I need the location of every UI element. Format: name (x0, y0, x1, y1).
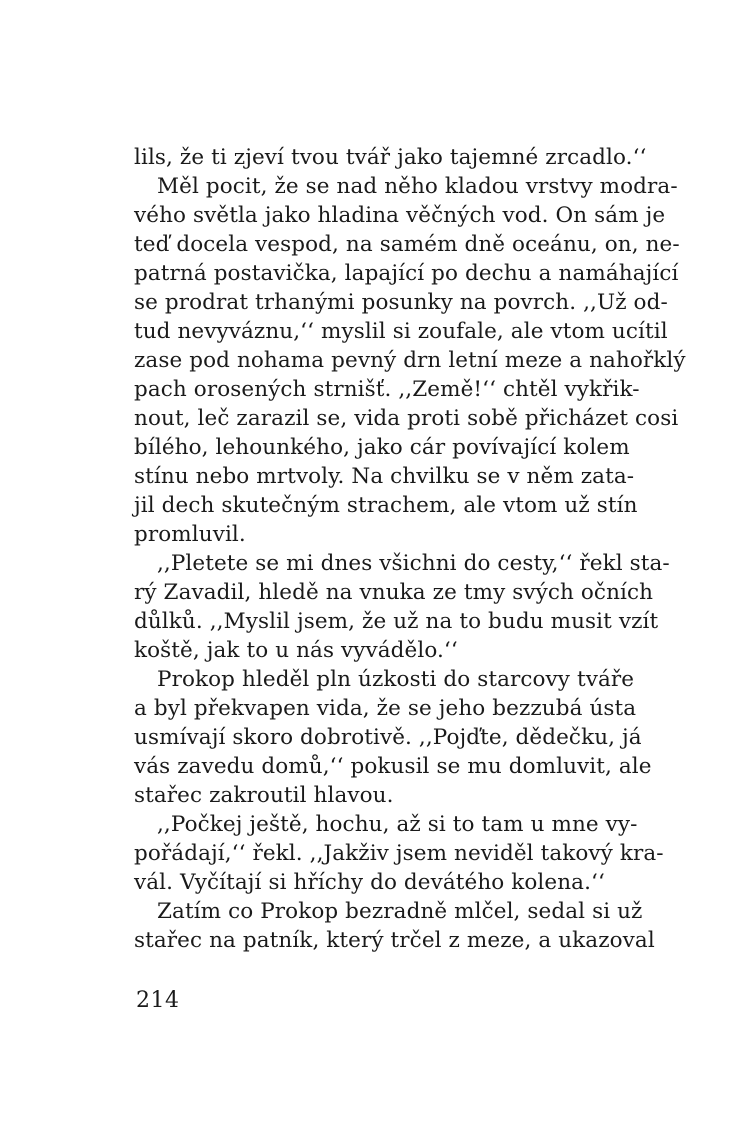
text-line: promluvil. (134, 522, 246, 547)
text-line: se prodrat trhanými posunky na povrch. ,,Už od- (134, 290, 668, 315)
text-line: důlků. ,,Myslil jsem, že už na to budu musit vzít (134, 609, 659, 634)
text-line: patrná postavička, lapající po dechu a namáhající (134, 261, 679, 286)
text-line: lils, že ti zjeví tvou tvář jako tajemné zrcadlo.‘‘ (134, 145, 647, 170)
text-line: ,,Pletete se mi dnes všichni do cesty,‘‘ řekl sta- (157, 551, 670, 576)
text-line: rý Zavadil, hledě na vnuka ze tmy svých očních (134, 580, 654, 605)
text-line: Zatím co Prokop bezradně mlčel, sedal si už (157, 899, 643, 924)
text-line: Měl pocit, že se nad něho kladou vrstvy modra- (157, 174, 678, 199)
text-line: zase pod nohama pevný drn letní meze a nahořklý (134, 348, 686, 373)
text-line: stařec na patník, který trčel z meze, a ukazoval (134, 928, 655, 953)
page-number: 214 (136, 988, 180, 1013)
text-line: vého světla jako hladina věčných vod. On sám je (134, 203, 666, 228)
text-line: nout, leč zarazil se, vida proti sobě přicházet cosi (134, 406, 679, 431)
text-line: teď docela vespod, na samém dně oceánu, on, ne- (134, 232, 680, 257)
text-line: vás zavedu domů,‘‘ pokusil se mu domluvit, ale (134, 754, 652, 779)
text-line: bílého, lehounkého, jako cár povívající kolem (134, 435, 630, 460)
text-line: a byl překvapen vida, že se jeho bezzubá ústa (134, 696, 637, 721)
text-line: stařec zakroutil hlavou. (134, 783, 394, 808)
text-line: stínu nebo mrtvoly. Na chvilku se v něm zata- (134, 464, 635, 489)
text-line: jil dech skutečným strachem, ale vtom už stín (134, 493, 638, 518)
text-line: tud nevyváznu,‘‘ myslil si zoufale, ale vtom ucítil (134, 319, 668, 344)
text-line: vál. Vyčítají si hříchy do devátého kolena.‘‘ (134, 870, 605, 895)
text-line: koště, jak to u nás vyvádělo.‘‘ (134, 638, 458, 663)
text-line: usmívají skoro dobrotivě. ,,Pojďte, dědečku, já (134, 725, 642, 750)
text-line: ,,Počkej ještě, hochu, až si to tam u mne vy- (157, 812, 638, 837)
text-line: pach orosených strnišť. ,,Země!‘‘ chtěl vykřik- (134, 377, 640, 402)
text-line: Prokop hleděl pln úzkosti do starcovy tváře (157, 667, 635, 692)
text-line: pořádají,‘‘ řekl. ,,Jakživ jsem neviděl takový kra- (134, 841, 664, 866)
